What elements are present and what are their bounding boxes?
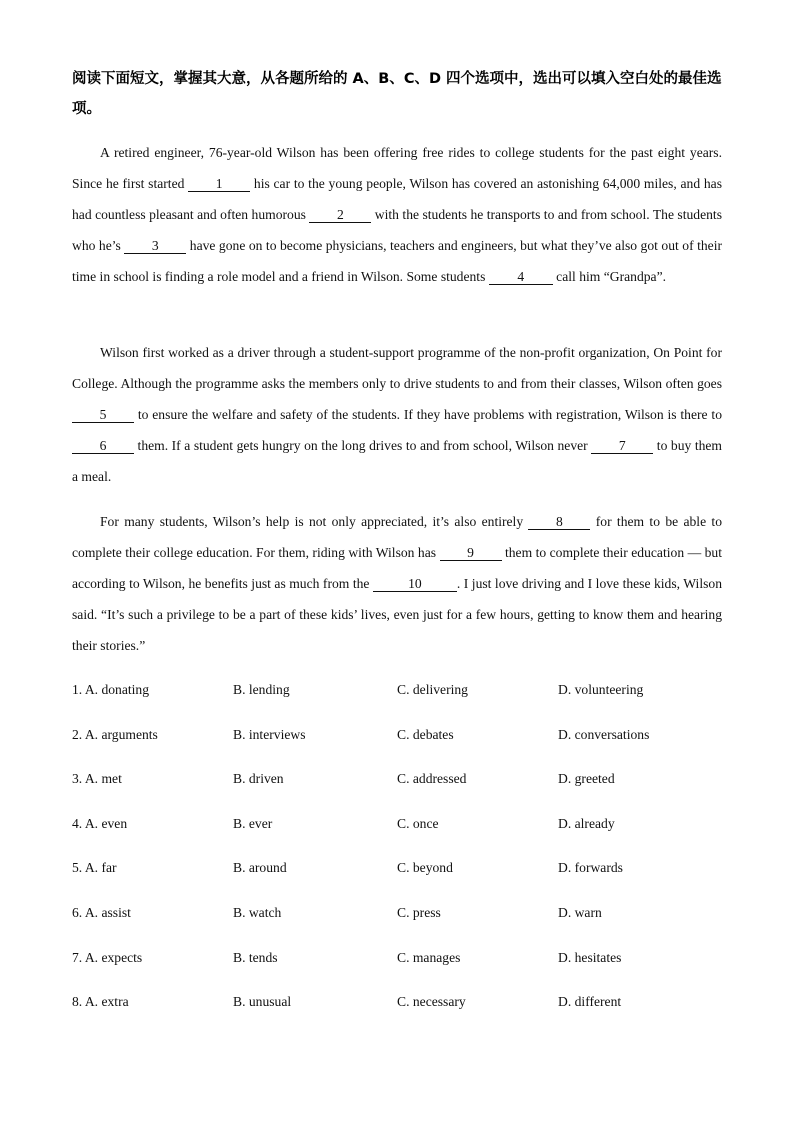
question-row-4 <box>72 810 732 855</box>
option-b: B. watch <box>233 904 282 920</box>
option-d: D. forwards <box>558 860 623 876</box>
question-row-6 <box>72 899 732 944</box>
blank-10: 10 <box>373 577 457 592</box>
option-c: C. beyond <box>397 860 453 876</box>
passage-text: for them to be able to complete their college education. For them, riding with Wilson has <box>72 514 722 560</box>
option-b: B. unusual <box>233 994 292 1010</box>
option-a: 1. A. donating <box>72 682 150 697</box>
question-row-3 <box>72 765 732 810</box>
passage-text: them to complete their education — but according to Wilson, he benefits just as much from the <box>72 545 722 591</box>
option-b: B. tends <box>233 949 278 965</box>
option-a: 5. A. far <box>72 860 117 876</box>
passage-paragraph-3 <box>72 506 722 661</box>
option-b: B. around <box>233 860 287 876</box>
answer-options <box>72 676 732 1033</box>
blank-6: 6 <box>72 439 134 454</box>
blank-8: 8 <box>528 515 590 530</box>
option-b: B. ever <box>233 815 273 831</box>
instruction-text: 阅读下面短文，掌握其大意，从各题所给的 A、B、C、D 四个选项中，选出可以填入空白处的最佳选项。 <box>72 71 722 117</box>
option-c: C. debates <box>397 726 454 742</box>
passage-text: call him “Grandpa”. <box>552 269 667 284</box>
passage-text: them. If a student gets hungry on the long drives to and from school, Wilson never <box>134 438 592 453</box>
blank-9: 9 <box>440 546 502 561</box>
question-row-2 <box>72 721 732 766</box>
question-row-5 <box>72 854 732 899</box>
option-a: 3. A. met <box>72 771 122 787</box>
option-c: C. addressed <box>397 771 467 787</box>
blank-2: 2 <box>309 208 371 223</box>
passage-text: his car to the young people, Wilson has covered an astonishing 64,000 miles, and has had countless pleasant and often humorous <box>72 176 722 222</box>
option-a: 7. A. expects <box>72 949 143 965</box>
option-c: C. delivering <box>397 682 468 697</box>
option-b: B. lending <box>233 682 290 697</box>
blank-7: 7 <box>591 439 653 454</box>
option-c: C. necessary <box>397 994 466 1010</box>
passage-text: Wilson first worked as a driver through a student-support programme of the non-profit organization, On Point for College. Although the programme asks the members only to drive students to and from their classes, Wilson often goes <box>72 345 722 391</box>
passage-text: A retired engineer, 76-year-old Wilson has been offering free rides to college students for the past eight years. Since he first started <box>72 145 722 191</box>
option-c: C. press <box>397 904 441 920</box>
option-d: D. different <box>558 994 622 1010</box>
option-c: C. manages <box>397 949 461 965</box>
option-b: B. driven <box>233 771 284 787</box>
passage-text: to ensure the welfare and safety of the students. If they have problems with registration, Wilson is there to <box>134 407 722 422</box>
blank-5: 5 <box>72 408 134 423</box>
passage-text: with the students he transports to and from school. The students who he’s <box>72 207 722 253</box>
passage-text: . I just love driving and I love these kids, Wilson said. “It’s such a privilege to be a part of these kids’ lives, even just for a few hours, getting to know them and hearing their stories.” <box>72 576 722 653</box>
option-a: 4. A. even <box>72 815 128 831</box>
question-row-8 <box>72 988 732 1033</box>
option-d: D. conversations <box>558 726 650 742</box>
passage-text: have gone on to become physicians, teachers and engineers, but what they’ve also got out of their time in school is finding a role model and a friend in Wilson. Some students <box>72 238 722 284</box>
option-d: D. warn <box>558 904 602 920</box>
option-a: 6. A. assist <box>72 904 131 920</box>
passage-text: to buy them a meal. <box>72 438 723 484</box>
question-row-7 <box>72 944 732 989</box>
passage-paragraph-1 <box>72 137 722 292</box>
option-b: B. interviews <box>233 726 306 742</box>
blank-3: 3 <box>124 239 186 254</box>
passage-text: For many students, Wilson’s help is not only appreciated, it’s also entirely <box>100 514 529 529</box>
option-a: 8. A. extra <box>72 994 129 1010</box>
option-d: D. greeted <box>558 771 615 787</box>
option-c: C. once <box>397 815 439 831</box>
passage-paragraph-2 <box>72 337 722 492</box>
option-a: 2. A. arguments <box>72 726 158 742</box>
blank-4: 4 <box>489 270 553 285</box>
option-d: D. already <box>558 815 615 831</box>
option-d: D. hesitates <box>558 949 622 965</box>
blank-1: 1 <box>188 177 250 192</box>
option-d: D. volunteering <box>558 682 644 697</box>
question-row-1 <box>72 676 732 721</box>
